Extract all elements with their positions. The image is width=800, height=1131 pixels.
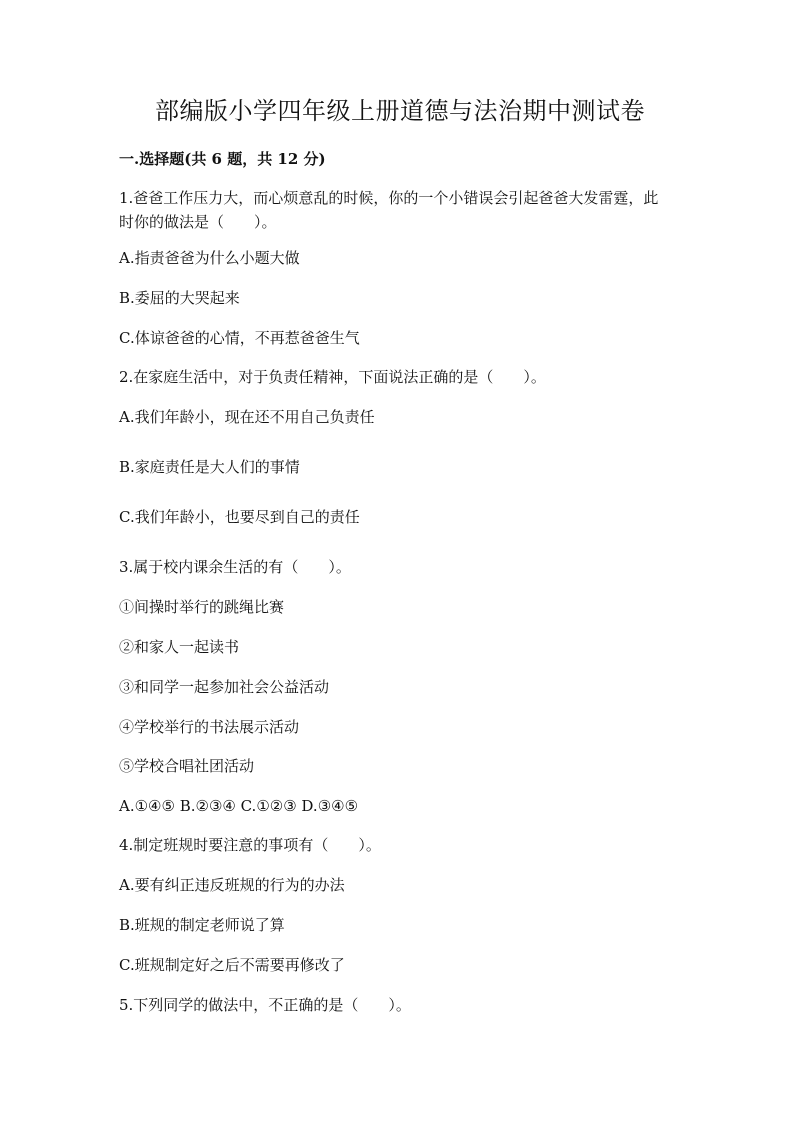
question-4-option-c: C.班规制定好之后不需要再修改了 xyxy=(119,956,345,974)
question-3-item-4: ④学校举行的书法展示活动 xyxy=(119,718,300,736)
question-5-stem: 5.下列同学的做法中，不正确的是（ ）。 xyxy=(119,996,411,1014)
question-4-stem: 4.制定班规时要注意的事项有（ ）。 xyxy=(119,836,381,854)
question-4-option-a: A.要有纠正违反班规的行为的办法 xyxy=(119,876,345,894)
question-2-stem: 2.在家庭生活中，对于负责任精神，下面说法正确的是（ ）。 xyxy=(119,368,546,386)
question-3-item-3: ③和同学一起参加社会公益活动 xyxy=(119,678,330,696)
question-3-item-2: ②和家人一起读书 xyxy=(119,638,240,656)
question-1-option-b: B.委屈的大哭起来 xyxy=(119,289,240,307)
section-heading: 一.选择题(共 6 题，共 12 分) xyxy=(119,150,326,168)
question-2-option-b: B.家庭责任是大人们的事情 xyxy=(119,458,300,476)
question-3-item-1: ①间操时举行的跳绳比赛 xyxy=(119,598,285,616)
exam-title: 部编版小学四年级上册道德与法治期中测试卷 xyxy=(155,97,645,125)
question-3-options: A.①④⑤ B.②③④ C.①②③ D.③④⑤ xyxy=(119,797,359,815)
question-3-stem: 3.属于校内课余生活的有（ ）。 xyxy=(119,558,351,576)
question-2-option-a: A.我们年龄小，现在还不用自己负责任 xyxy=(119,408,375,426)
question-1-stem: 1.爸爸工作压力大，而心烦意乱的时候，你的一个小错误会引起爸爸大发雷霆，此时你的做法是（ ）。 xyxy=(119,189,659,231)
question-4-option-b: B.班规的制定老师说了算 xyxy=(119,916,285,934)
question-2-option-c: C.我们年龄小，也要尽到自己的责任 xyxy=(119,508,360,526)
question-1-option-a: A.指责爸爸为什么小题大做 xyxy=(119,249,300,267)
question-1-option-c: C.体谅爸爸的心情，不再惹爸爸生气 xyxy=(119,329,360,347)
question-3-item-5: ⑤学校合唱社团活动 xyxy=(119,757,255,775)
